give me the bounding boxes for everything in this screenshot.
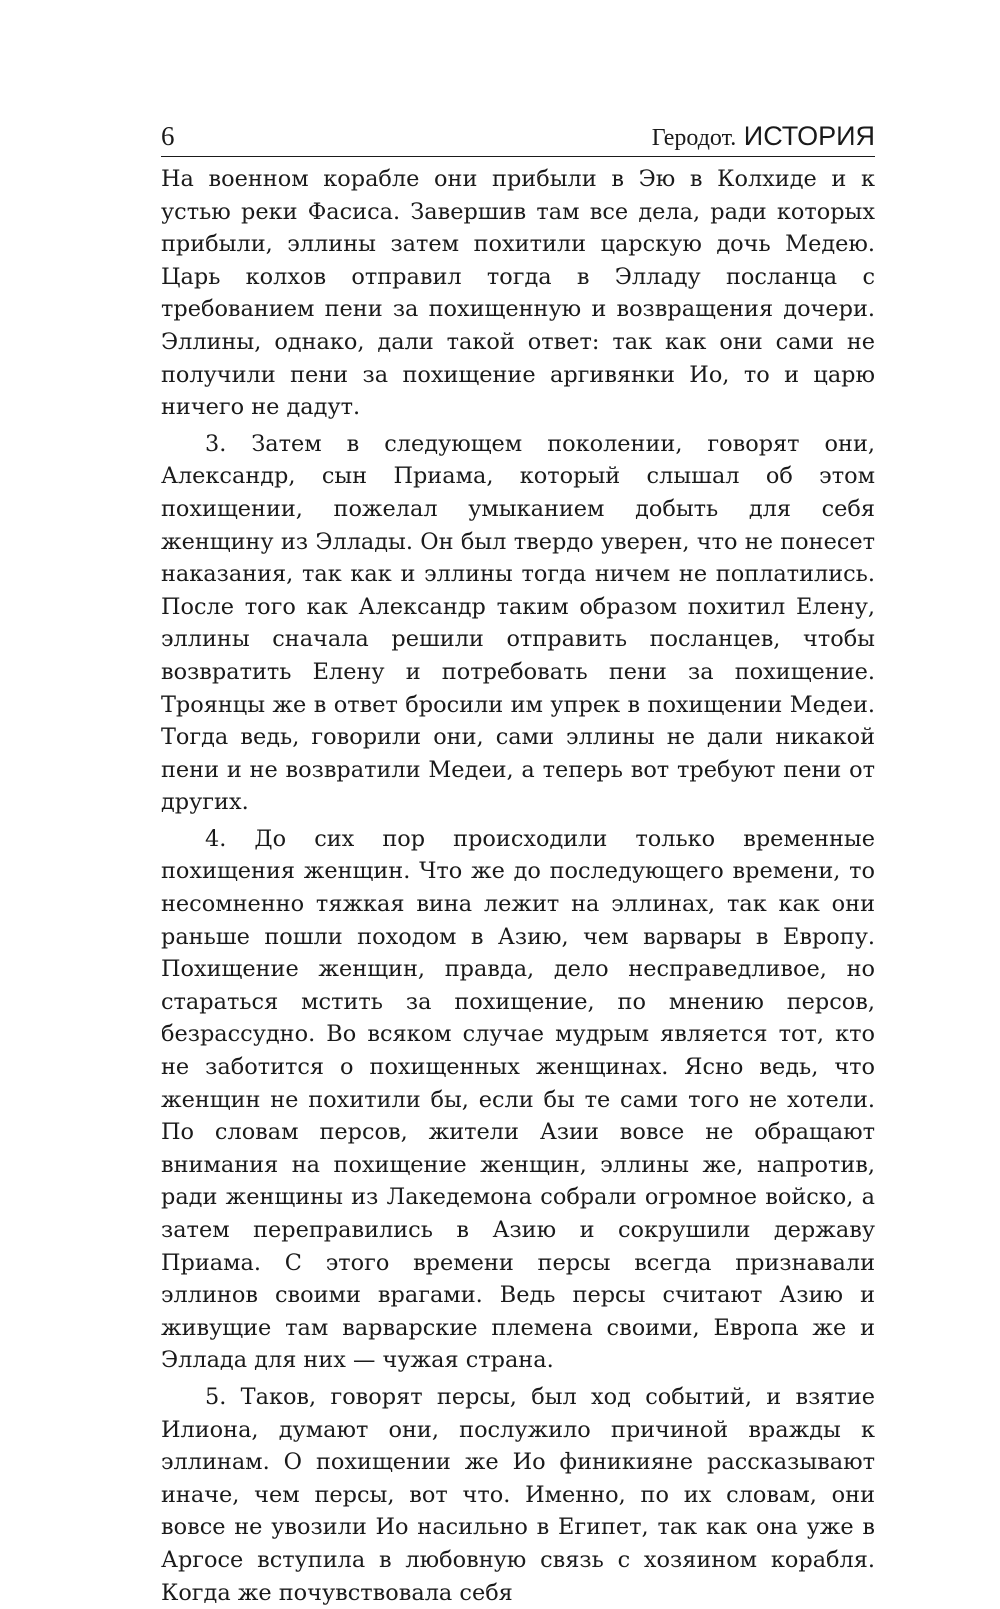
running-title-book: ИСТОРИЯ [743, 121, 875, 151]
body-text [161, 163, 875, 1609]
running-head [161, 118, 875, 157]
paragraph-section-4: 4. До сих пор происходили только временные похищения женщин. Что же до последующего времени, то несомненно тяжкая вина лежит на эллинах, так как они раньше пошли походом в Азию, чем варвары в Европу. Похищение женщин, правда, дело несправедливое, но стараться мстить за похищение, по мнению персов, безрассудно. Во всяком случае мудрым является тот, кто не заботится о похищенных женщинах. Ясно ведь, что женщин не похитили бы, если бы те сами того не хотели. По словам персов, жители Азии вовсе не обращают внимания на похищение женщин, эллины же, напротив, ради женщины из Лакедемона собрали огромное войско, а затем переправились в Азию и сокрушили державу Приама. С этого времени персы всегда признавали эллинов своими врагами. Ведь персы считают Азию и живущие там варварские племена своими, Европа же и Эллада для них — чужая страна. [161, 825, 875, 1374]
paragraph-section-3: 3. Затем в следующем поколении, говорят они, Александр, сын Приама, который слышал об этом похищении, пожелал умыканием добыть для себя женщину из Эллады. Он был твердо уверен, что не понесет наказания, так как и эллины тогда ничем не поплатились. После того как Александр таким образом похитил Елену, эллины сначала решили отправить посланцев, чтобы возвратить Елену и потребовать пени за похищение. Троянцы же в ответ бросили им упрек в похищении Медеи. Тогда ведь, говорили они, сами эллины не дали никакой пени и не возвратили Медеи, а теперь вот требуют пени от других. [161, 430, 875, 816]
page-number: 6 [161, 121, 175, 151]
running-title-author: Геродот. [651, 125, 737, 151]
book-page [161, 118, 875, 1609]
paragraph-continued: На военном корабле они прибыли в Эю в Колхиде и к устью реки Фасиса. Завершив там все дела, ради которых прибыли, эллины затем похитили царскую дочь Медею. Царь колхов отправил тогда в Элладу посланца с требованием пени за похищенную и возвращения дочери. Эллины, однако, дали такой ответ: так как они сами не получили пени за похищение аргивянки Ио, то и царю ничего не дадут. [161, 166, 875, 421]
running-title [652, 123, 875, 150]
paragraph-section-5: 5. Таков, говорят персы, был ход событий, и взятие Илиона, думают они, послужило причиной вражды к эллинам. О похищении же Ио финикияне рассказывают иначе, чем персы, вот что. Именно, по их словам, они вовсе не увозили Ио насильно в Египет, так как она уже в Аргосе вступила в любовную связь с хозяином корабля. Когда же почувствовала себя [161, 1383, 875, 1606]
